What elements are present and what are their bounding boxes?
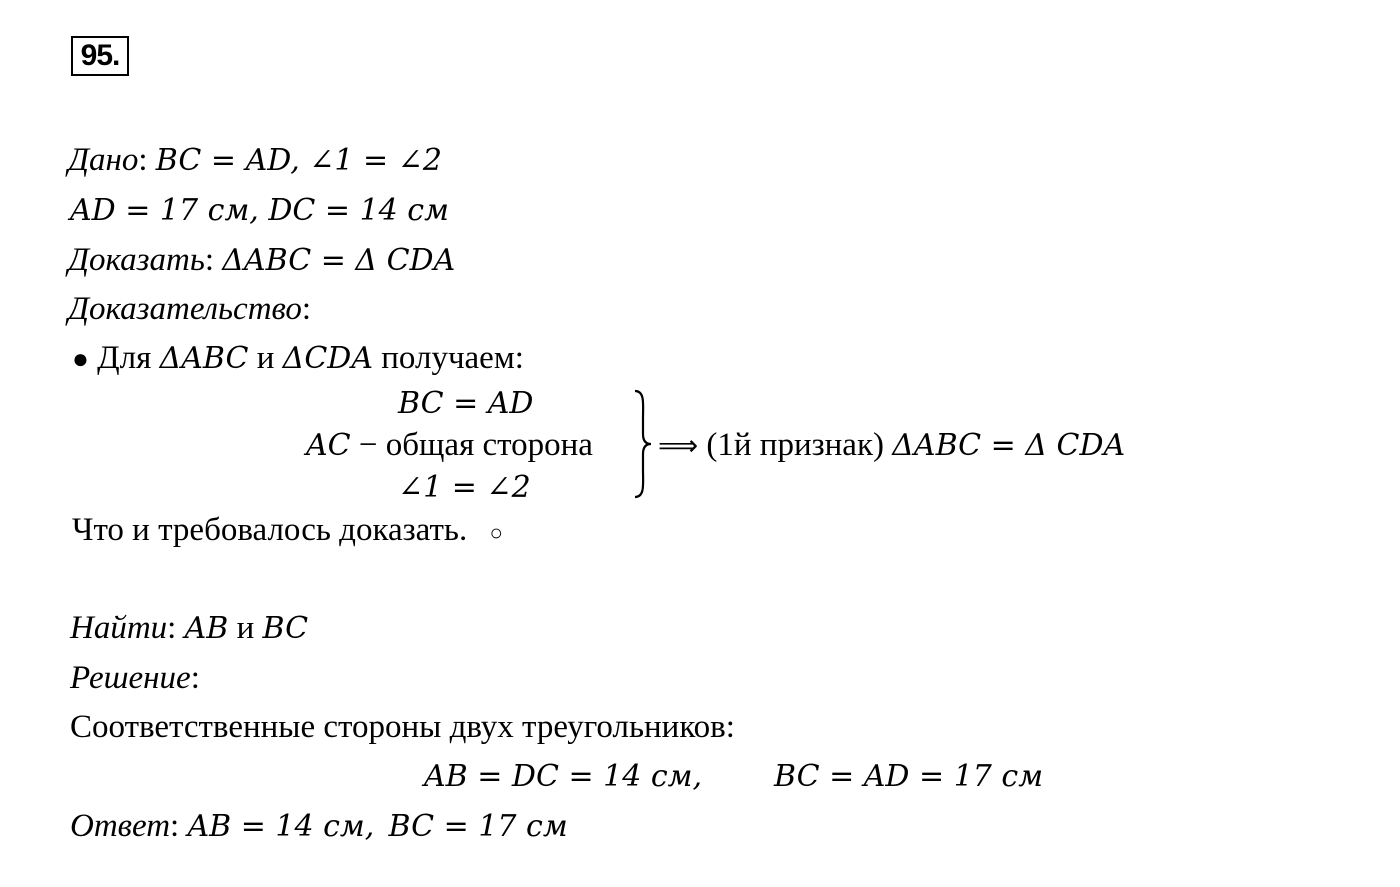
system-eq-3: ∠1 = ∠2 xyxy=(398,470,531,505)
find-and: и xyxy=(236,610,255,646)
find-bc: BC xyxy=(262,611,309,646)
solution-text: Соответственные стороны двух треугольников: xyxy=(70,709,735,745)
bullet-mark: ● xyxy=(72,344,89,375)
solution-eq-2: BC = AD = 17 см xyxy=(774,759,1044,794)
given-line-2 xyxy=(70,190,449,231)
qed-text: Что и требовалось доказать. xyxy=(72,512,468,548)
given-expr-2: AD = 17 см, DC = 14 см xyxy=(70,193,449,228)
solution-eq-line-2 xyxy=(774,756,1043,797)
system-common-side: − общая сторона xyxy=(358,427,593,463)
criterion-label: (1й признак) xyxy=(706,427,884,463)
system-result: ΔABC = Δ CDA xyxy=(892,428,1126,463)
prove-line: Доказать: ΔABC = Δ CDA xyxy=(68,242,456,278)
find-ab: AB xyxy=(184,611,229,646)
bullet-text-2: получаем: xyxy=(381,340,524,376)
find-line: Найти: AB и BC xyxy=(70,610,309,646)
proof-line xyxy=(68,289,311,329)
system-row-3 xyxy=(398,467,531,508)
implies-icon: ⟹ xyxy=(658,429,699,462)
answer-line: Ответ: AB = 14 см, BC = 17 см xyxy=(70,808,568,844)
triangle-abc: ΔABC xyxy=(159,341,249,376)
proof-colon: : xyxy=(301,291,312,327)
solution-line: Решение: xyxy=(70,660,200,696)
answer-expr-1: AB = 14 см, xyxy=(187,809,375,844)
answer-expr-2: BC = 17 см xyxy=(388,809,568,844)
problem-number: 95. xyxy=(71,36,129,76)
system-eq-1: BC = AD xyxy=(398,386,534,421)
right-brace-icon xyxy=(632,388,654,500)
solution-label: Решение xyxy=(70,660,191,696)
qed-circle-icon: ○ xyxy=(489,520,503,545)
given-label: Дано xyxy=(68,142,139,178)
system-row-1 xyxy=(398,383,533,424)
bullet-text-1: Для xyxy=(97,340,152,376)
proof-label: Доказательство xyxy=(68,291,302,327)
solution-text-line xyxy=(70,707,735,747)
prove-expr: ΔABC = Δ CDA xyxy=(222,243,456,278)
solution-eq-1: AB = DC = 14 см, xyxy=(424,759,703,794)
solution-eq-line xyxy=(424,756,702,797)
qed-line xyxy=(72,510,503,553)
system-conclusion xyxy=(658,425,1125,466)
prove-label: Доказать xyxy=(68,242,205,278)
system-ac: AC xyxy=(306,428,351,463)
answer-label: Ответ xyxy=(70,808,171,844)
given-expr-1: BC = AD, ∠1 = ∠2 xyxy=(155,143,442,178)
system-row-2 xyxy=(306,425,593,466)
find-label: Найти xyxy=(70,610,168,646)
given-line-1: Дано: BC = AD, ∠1 = ∠2 xyxy=(68,142,442,178)
bullet-and: и xyxy=(256,340,275,376)
triangle-cda: ΔCDA xyxy=(282,341,373,376)
bullet-line xyxy=(72,338,524,380)
